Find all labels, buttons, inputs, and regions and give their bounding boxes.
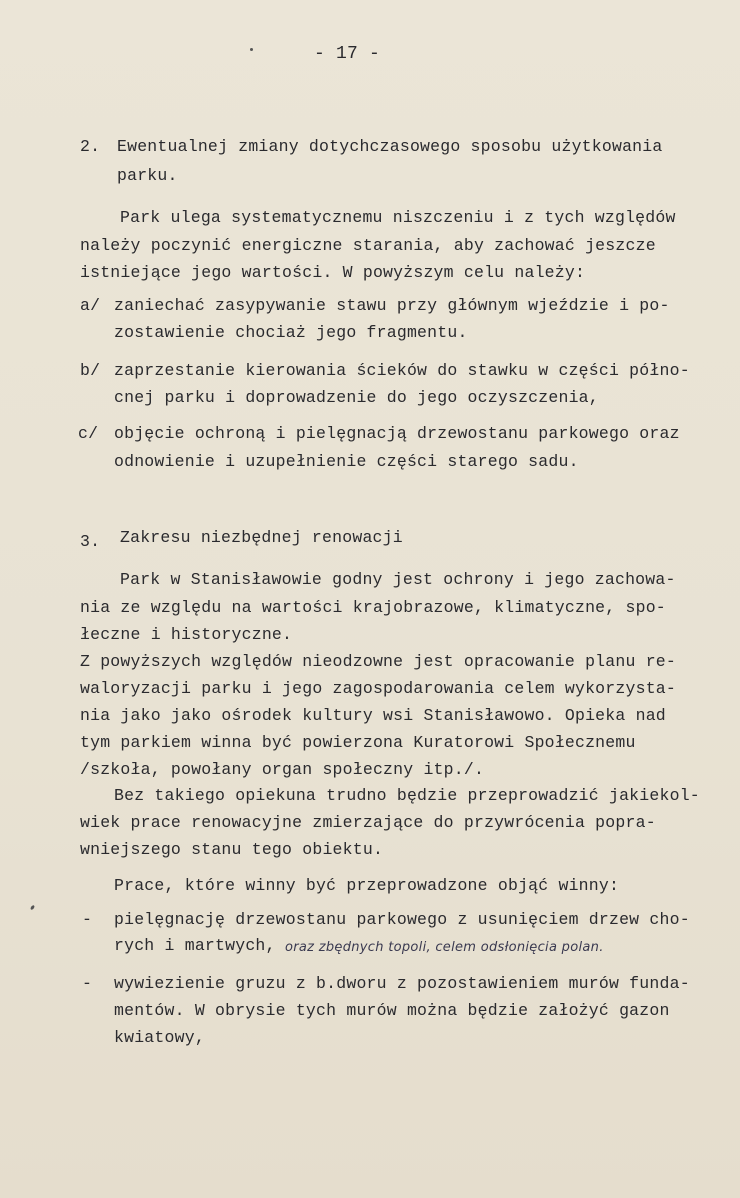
section-3-para1-line-3: łeczne i historyczne. (80, 625, 293, 644)
section-2-intro-line-3: istniejące jego wartości. W powyższym celu należy: (80, 263, 586, 282)
section-3-para2-line-2: wiek prace renowacyjne zmierzające do przywrócenia popra- (80, 813, 656, 832)
section-3-number: 3. (80, 532, 101, 551)
bullet-2-line-2: mentów. W obrysie tych murów można będzie założyć gazon (114, 1001, 670, 1020)
section-3-para1-line-2: nia ze względu na wartości krajobrazowe, klimatyczne, spo- (80, 598, 666, 617)
bullet-2-marker: - (82, 974, 93, 993)
item-b-marker: b/ (80, 361, 101, 380)
item-c-marker: c/ (78, 424, 99, 443)
item-a-line-1: zaniechać zasypywanie stawu przy głównym wjeździe i po- (114, 296, 670, 315)
section-3-para1-line-4: Z powyższych względów nieodzowne jest opracowanie planu re- (80, 652, 676, 671)
page-number: - 17 - (314, 44, 381, 64)
item-c-line-1: objęcie ochroną i pielęgnacją drzewostanu parkowego oraz (114, 424, 680, 443)
section-3-para1-line-7: tym parkiem winna być powierzona Kuratorowi Społecznemu (80, 733, 636, 752)
item-a-line-2: zostawienie chociaż jego fragmentu. (114, 323, 468, 342)
section-3-para2-line-3: wniejszego stanu tego obiektu. (80, 840, 384, 859)
item-b-line-1: zaprzestanie kierowania ścieków do stawku w części półno- (114, 361, 690, 380)
section-2-intro-line-1: Park ulega systematycznemu niszczeniu i z tych względów (120, 208, 676, 227)
section-3-para1-line-5: waloryzacji parku i jego zagospodarowania celem wykorzysta- (80, 679, 676, 698)
bullet-1-line-1: pielęgnację drzewostanu parkowego z usunięciem drzew cho- (114, 910, 690, 929)
bullet-2-line-3: kwiatowy, (114, 1028, 205, 1047)
item-a-marker: a/ (80, 296, 101, 315)
section-3-para3: Prace, które winny być przeprowadzone objąć winny: (114, 876, 620, 895)
section-3-heading: Zakresu niezbędnej renowacji (120, 528, 403, 547)
bullet-2-line-1: wywiezienie gruzu z b.dworu z pozostawieniem murów funda- (114, 974, 690, 993)
section-2-heading-line-2: parku. (117, 166, 178, 185)
section-2-heading-line-1: Ewentualnej zmiany dotychczasowego sposobu użytkowania (117, 137, 663, 156)
paper-speck (250, 48, 253, 51)
ink-mark (30, 905, 35, 911)
section-3-para1-line-6: nia jako jako ośrodek kultury wsi Stanisławowo. Opieka nad (80, 706, 666, 725)
handwritten-annotation: oraz zbędnych topoli, celem odsłonięcia polan. (285, 940, 604, 955)
bullet-1-line-2: rych i martwych, (114, 936, 276, 955)
section-3-para2-line-1: Bez takiego opiekuna trudno będzie przeprowadzić jakiekol- (114, 786, 700, 805)
section-3-para1-line-1: Park w Stanisławowie godny jest ochrony i jego zachowa- (120, 570, 676, 589)
section-2-intro-line-2: należy poczynić energiczne starania, aby zachować jeszcze (80, 236, 656, 255)
item-b-line-2: cnej parku i doprowadzenie do jego oczyszczenia, (114, 388, 599, 407)
item-c-line-2: odnowienie i uzupełnienie części starego sadu. (114, 452, 579, 471)
section-2-number: 2. (80, 137, 101, 156)
section-3-para1-line-8: /szkoła, powołany organ społeczny itp./. (80, 760, 485, 779)
bullet-1-marker: - (82, 910, 93, 929)
